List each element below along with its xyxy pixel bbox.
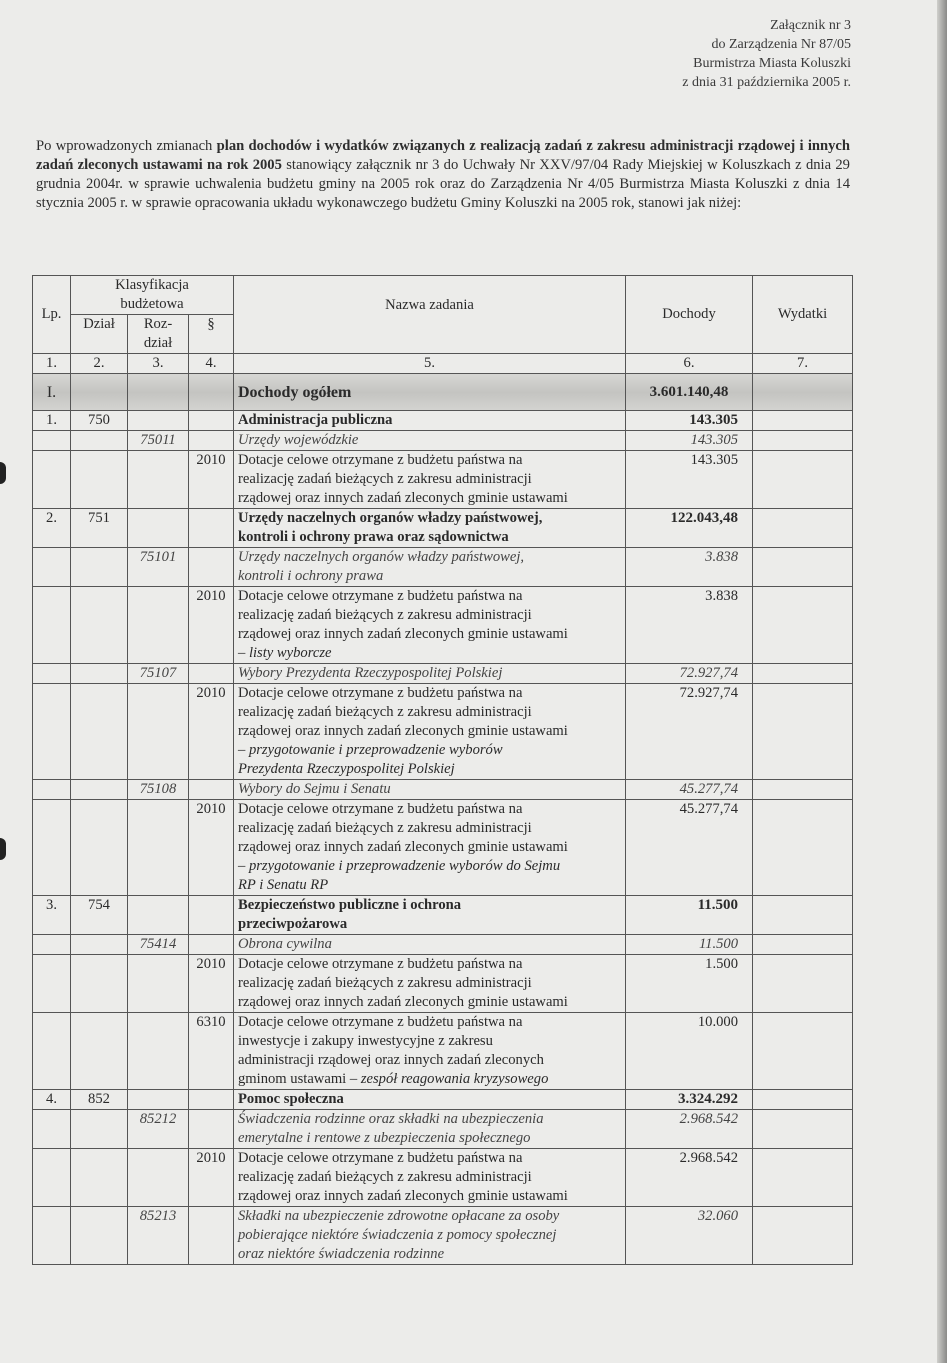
cell-dochody: 143.305 — [626, 451, 753, 509]
cell-lp — [33, 955, 71, 1013]
cell-dzial — [71, 431, 128, 451]
name-text: Obrona cywilna — [238, 936, 332, 952]
name-line — [238, 644, 621, 663]
name-line — [238, 780, 621, 799]
cell-paragraf: 2010 — [189, 451, 234, 509]
name-line — [238, 509, 621, 528]
cell-dochody: 72.927,74 — [626, 664, 753, 684]
cell-nazwa-zadania — [234, 800, 626, 896]
name-text: rządowej oraz innych zadań zleconych gminie ustawami — [238, 1188, 568, 1204]
name-text: Wybory Prezydenta Rzeczypospolitej Polskiej — [238, 665, 503, 681]
name-text: rządowej oraz innych zadań zleconych gminie ustawami — [238, 626, 568, 642]
annex-line: Załącznik nr 3 — [770, 18, 851, 33]
cell-wydatki — [753, 1207, 853, 1265]
total-dochody: 3.601.140,48 — [626, 374, 753, 411]
name-line — [238, 1032, 621, 1051]
cell-lp — [33, 587, 71, 664]
intro-paragraph — [36, 137, 850, 213]
cell-nazwa-zadania — [234, 587, 626, 664]
cell-wydatki — [753, 1013, 853, 1090]
column-number: 4. — [189, 354, 234, 374]
name-line — [238, 722, 621, 741]
cell-lp: 4. — [33, 1090, 71, 1110]
cell-wydatki — [753, 896, 853, 935]
name-line — [238, 896, 621, 915]
table-row-para — [33, 587, 853, 664]
cell-dochody: 122.043,48 — [626, 509, 753, 548]
cell-wydatki — [753, 411, 853, 431]
name-text: Bezpieczeństwo publiczne i ochrona — [238, 897, 462, 913]
name-line — [238, 1070, 621, 1089]
cell-dochody: 10.000 — [626, 1013, 753, 1090]
cell-lp — [33, 780, 71, 800]
cell-paragraf — [189, 548, 234, 587]
name-line — [238, 606, 621, 625]
cell-dzial: 751 — [71, 509, 128, 548]
cell-lp — [33, 935, 71, 955]
cell-paragraf — [189, 1110, 234, 1149]
name-text: realizację zadań bieżących z zakresu administracji — [238, 607, 532, 623]
cell-rozdzial — [128, 411, 189, 431]
cell-nazwa-zadania — [234, 896, 626, 935]
cell-nazwa-zadania — [234, 684, 626, 780]
name-text: Dotacje celowe otrzymane z budżetu państwa na — [238, 685, 523, 701]
cell-paragraf — [189, 780, 234, 800]
cell-dochody: 3.838 — [626, 548, 753, 587]
column-number: 2. — [71, 354, 128, 374]
cell-dzial — [71, 587, 128, 664]
cell-rozdzial — [128, 896, 189, 935]
cell-nazwa-zadania — [234, 1110, 626, 1149]
cell-wydatki — [753, 1090, 853, 1110]
name-line — [238, 587, 621, 606]
name-text: rządowej oraz innych zadań zleconych gminie ustawami — [238, 994, 568, 1010]
table-row-sub — [33, 1110, 853, 1149]
name-text: Urzędy naczelnych organów władzy państwowej, — [238, 549, 525, 565]
cell-wydatki — [753, 587, 853, 664]
cell-paragraf: 6310 — [189, 1013, 234, 1090]
intro-text: stanowiący załącznik nr 3 do Uchwały Nr XXV/97/04 Rady Miejskiej w Koluszkach z dnia 29 grudnia 2004r. w sprawie uchwalenia budżetu gminy na 2005 rok oraz do Zarządzenia Nr 4/05 Burmistrza Miasta Koluszki z dnia 14 stycznia 2005 r. w sprawie opracowania układu wykonawczego budżetu Gminy Koluszki na 2005 rok, stanowi jak niżej: — [36, 157, 850, 211]
cell-rozdzial — [128, 800, 189, 896]
cell-paragraf: 2010 — [189, 684, 234, 780]
cell-lp: 1. — [33, 411, 71, 431]
cell-dzial — [71, 664, 128, 684]
cell-nazwa-zadania — [234, 935, 626, 955]
cell-paragraf: 2010 — [189, 955, 234, 1013]
cell-rozdzial — [128, 684, 189, 780]
cell-nazwa-zadania — [234, 411, 626, 431]
cell-lp — [33, 451, 71, 509]
cell-rozdzial — [128, 955, 189, 1013]
empty-cell — [71, 374, 128, 411]
name-line — [238, 1110, 621, 1129]
cell-wydatki — [753, 548, 853, 587]
annex-header — [682, 16, 851, 92]
name-text: kontroli i ochrony prawa oraz sądownictwa — [238, 529, 509, 545]
cell-dzial: 754 — [71, 896, 128, 935]
name-line — [238, 470, 621, 489]
cell-dzial — [71, 451, 128, 509]
cell-rozdzial: 85213 — [128, 1207, 189, 1265]
cell-dochody: 2.968.542 — [626, 1149, 753, 1207]
name-line — [238, 838, 621, 857]
cell-rozdzial: 75101 — [128, 548, 189, 587]
cell-lp: 2. — [33, 509, 71, 548]
name-line — [238, 664, 621, 683]
name-line — [238, 935, 621, 954]
cell-wydatki — [753, 955, 853, 1013]
name-text: inwestycje i zakupy inwestycyjne z zakresu — [238, 1033, 493, 1049]
cell-dochody: 45.277,74 — [626, 800, 753, 896]
name-line — [238, 741, 621, 760]
cell-paragraf — [189, 1207, 234, 1265]
cell-dochody: 45.277,74 — [626, 780, 753, 800]
name-text-italic: – przygotowanie i przeprowadzenie wyborów do Sejmu — [238, 858, 561, 874]
table-row-sub — [33, 664, 853, 684]
cell-dzial — [71, 1207, 128, 1265]
total-name: Dochody ogółem — [234, 374, 626, 411]
cell-paragraf: 2010 — [189, 800, 234, 896]
cell-paragraf — [189, 411, 234, 431]
name-text: Dotacje celowe otrzymane z budżetu państwa na — [238, 1150, 523, 1166]
cell-rozdzial: 75414 — [128, 935, 189, 955]
name-line — [238, 760, 621, 779]
name-line — [238, 974, 621, 993]
cell-rozdzial: 75107 — [128, 664, 189, 684]
name-text: Wybory do Sejmu i Senatu — [238, 781, 391, 797]
table-row-sub — [33, 1207, 853, 1265]
table-row-para — [33, 451, 853, 509]
name-line — [238, 857, 621, 876]
name-text: kontroli i ochrony prawa — [238, 568, 384, 584]
table-row-para — [33, 1013, 853, 1090]
table-row-sub — [33, 548, 853, 587]
name-line — [238, 800, 621, 819]
name-text: Dotacje celowe otrzymane z budżetu państwa na — [238, 1014, 523, 1030]
cell-paragraf — [189, 935, 234, 955]
name-line — [238, 1013, 621, 1032]
name-text: przeciwpożarowa — [238, 916, 348, 932]
cell-lp — [33, 1207, 71, 1265]
cell-dzial — [71, 800, 128, 896]
name-line — [238, 489, 621, 508]
name-text: administracji rządowej oraz innych zadań zleconych — [238, 1052, 544, 1068]
header-nazwa: Nazwa zadania — [234, 276, 626, 354]
cell-dzial — [71, 780, 128, 800]
name-line — [238, 1168, 621, 1187]
name-line — [238, 567, 621, 586]
name-line — [238, 703, 621, 722]
table-row-sub — [33, 780, 853, 800]
name-text: Dotacje celowe otrzymane z budżetu państwa na — [238, 588, 523, 604]
cell-dochody: 72.927,74 — [626, 684, 753, 780]
name-line — [238, 1149, 621, 1168]
cell-wydatki — [753, 800, 853, 896]
cell-dochody: 32.060 — [626, 1207, 753, 1265]
table-row-sub — [33, 935, 853, 955]
cell-dzial — [71, 684, 128, 780]
table-row-para — [33, 955, 853, 1013]
cell-wydatki — [753, 780, 853, 800]
header-dochody: Dochody — [626, 276, 753, 354]
name-line — [238, 431, 621, 450]
name-text: Dotacje celowe otrzymane z budżetu państwa na — [238, 452, 523, 468]
header-row — [33, 276, 853, 315]
cell-dzial — [71, 955, 128, 1013]
column-number: 6. — [626, 354, 753, 374]
cell-paragraf — [189, 896, 234, 935]
name-line — [238, 1129, 621, 1148]
intro-text: Po wprowadzonych zmianach — [36, 138, 217, 154]
column-number-row — [33, 354, 853, 374]
cell-nazwa-zadania — [234, 780, 626, 800]
cell-paragraf: 2010 — [189, 587, 234, 664]
cell-dochody: 3.324.292 — [626, 1090, 753, 1110]
cell-dzial — [71, 1149, 128, 1207]
binder-hole — [0, 462, 6, 484]
name-text: rządowej oraz innych zadań zleconych gminie ustawami — [238, 490, 568, 506]
cell-dochody: 11.500 — [626, 935, 753, 955]
cell-dzial — [71, 935, 128, 955]
cell-rozdzial — [128, 587, 189, 664]
cell-dzial: 750 — [71, 411, 128, 431]
name-line — [238, 955, 621, 974]
name-line — [238, 528, 621, 547]
annex-line: do Zarządzenia Nr 87/05 — [711, 37, 851, 52]
cell-paragraf: 2010 — [189, 1149, 234, 1207]
name-text: realizację zadań bieżących z zakresu administracji — [238, 820, 532, 836]
cell-lp — [33, 431, 71, 451]
cell-dochody: 2.968.542 — [626, 1110, 753, 1149]
name-line — [238, 993, 621, 1012]
name-line — [238, 684, 621, 703]
name-line — [238, 625, 621, 644]
header-dzial: Dział — [71, 315, 128, 354]
name-text: rządowej oraz innych zadań zleconych gminie ustawami — [238, 839, 568, 855]
cell-nazwa-zadania — [234, 431, 626, 451]
budget-table — [32, 275, 853, 1265]
cell-dzial — [71, 1110, 128, 1149]
scan-edge — [937, 0, 947, 1363]
name-text-italic: Prezydenta Rzeczypospolitej Polskiej — [238, 761, 455, 777]
cell-wydatki — [753, 509, 853, 548]
header-rozdzial: Roz-dział — [128, 315, 189, 354]
name-line — [238, 1187, 621, 1206]
cell-paragraf — [189, 1090, 234, 1110]
table-row-para — [33, 1149, 853, 1207]
name-text: Urzędy naczelnych organów władzy państwowej, — [238, 510, 543, 526]
table-row-section — [33, 1090, 853, 1110]
name-line — [238, 1245, 621, 1264]
table-row-section — [33, 896, 853, 935]
cell-wydatki — [753, 451, 853, 509]
cell-lp — [33, 800, 71, 896]
name-line — [238, 915, 621, 934]
cell-nazwa-zadania — [234, 664, 626, 684]
name-text: Dotacje celowe otrzymane z budżetu państwa na — [238, 956, 523, 972]
name-text: pobierające niektóre świadczenia z pomocy społecznej — [238, 1227, 557, 1243]
cell-rozdzial: 75011 — [128, 431, 189, 451]
header-paragraf: § — [189, 315, 234, 354]
name-text: realizację zadań bieżących z zakresu administracji — [238, 1169, 532, 1185]
name-line — [238, 876, 621, 895]
cell-lp — [33, 1110, 71, 1149]
name-text: Urzędy wojewódzkie — [238, 432, 359, 448]
cell-dochody: 143.305 — [626, 431, 753, 451]
name-text-italic: RP i Senatu RP — [238, 877, 329, 893]
name-line — [238, 548, 621, 567]
empty-cell — [128, 374, 189, 411]
cell-lp — [33, 684, 71, 780]
name-line — [238, 1090, 621, 1109]
name-line — [238, 819, 621, 838]
total-wydatki — [753, 374, 853, 411]
column-number: 3. — [128, 354, 189, 374]
intro-bold-text: plan dochodów i wydatków związanych z realizacją zadań z zakresu administracji rządowej i innych zadań zleconych ustawami na rok 2005 — [36, 138, 850, 173]
name-text-italic: – przygotowanie i przeprowadzenie wyborów — [238, 742, 503, 758]
cell-rozdzial — [128, 1149, 189, 1207]
table-row-para — [33, 800, 853, 896]
cell-lp — [33, 548, 71, 587]
cell-lp — [33, 1013, 71, 1090]
total-lp: I. — [33, 374, 71, 411]
cell-nazwa-zadania — [234, 1090, 626, 1110]
table-row-section — [33, 509, 853, 548]
cell-rozdzial — [128, 509, 189, 548]
binder-hole — [0, 838, 6, 860]
name-text: Dotacje celowe otrzymane z budżetu państwa na — [238, 801, 523, 817]
cell-rozdzial — [128, 1013, 189, 1090]
header-lp: Lp. — [33, 276, 71, 354]
cell-lp — [33, 1149, 71, 1207]
cell-rozdzial — [128, 451, 189, 509]
cell-nazwa-zadania — [234, 1149, 626, 1207]
cell-lp — [33, 664, 71, 684]
name-line — [238, 411, 621, 430]
cell-nazwa-zadania — [234, 451, 626, 509]
name-text: gminom ustawami — [238, 1071, 350, 1087]
total-row — [33, 374, 853, 411]
name-text: emerytalne i rentowe z ubezpieczenia społecznego — [238, 1130, 531, 1146]
name-text: Pomoc społeczna — [238, 1091, 344, 1107]
cell-nazwa-zadania — [234, 548, 626, 587]
table-row-section — [33, 411, 853, 431]
name-text: realizację zadań bieżących z zakresu administracji — [238, 975, 532, 991]
name-line — [238, 1207, 621, 1226]
cell-dochody: 1.500 — [626, 955, 753, 1013]
header-klasyfikacja: Klasyfikacja budżetowa — [71, 276, 234, 315]
column-number: 7. — [753, 354, 853, 374]
name-text-italic: – listy wyborcze — [238, 645, 332, 661]
name-line — [238, 451, 621, 470]
name-text: Świadczenia rodzinne oraz składki na ubezpieczenia — [238, 1111, 544, 1127]
cell-wydatki — [753, 684, 853, 780]
cell-dochody: 3.838 — [626, 587, 753, 664]
cell-dzial — [71, 548, 128, 587]
cell-rozdzial — [128, 1090, 189, 1110]
name-line — [238, 1051, 621, 1070]
name-text: oraz niektóre świadczenia rodzinne — [238, 1246, 445, 1262]
cell-dzial: 852 — [71, 1090, 128, 1110]
cell-nazwa-zadania — [234, 1013, 626, 1090]
cell-nazwa-zadania — [234, 509, 626, 548]
annex-line: Burmistrza Miasta Koluszki — [693, 56, 851, 71]
name-text-italic: – zespół reagowania kryzysowego — [349, 1071, 549, 1087]
cell-rozdzial: 85212 — [128, 1110, 189, 1149]
cell-rozdzial: 75108 — [128, 780, 189, 800]
column-number: 5. — [234, 354, 626, 374]
name-text: Składki na ubezpieczenie zdrowotne opłacane za osoby — [238, 1208, 560, 1224]
cell-dochody: 11.500 — [626, 896, 753, 935]
cell-lp: 3. — [33, 896, 71, 935]
name-line — [238, 1226, 621, 1245]
name-text: realizację zadań bieżących z zakresu administracji — [238, 471, 532, 487]
empty-cell — [189, 374, 234, 411]
cell-wydatki — [753, 664, 853, 684]
cell-wydatki — [753, 431, 853, 451]
cell-dochody: 143.305 — [626, 411, 753, 431]
annex-line: z dnia 31 października 2005 r. — [682, 75, 851, 90]
table-row-para — [33, 684, 853, 780]
cell-paragraf — [189, 509, 234, 548]
cell-paragraf — [189, 664, 234, 684]
cell-wydatki — [753, 1149, 853, 1207]
cell-nazwa-zadania — [234, 1207, 626, 1265]
cell-nazwa-zadania — [234, 955, 626, 1013]
cell-paragraf — [189, 431, 234, 451]
name-text: rządowej oraz innych zadań zleconych gminie ustawami — [238, 723, 568, 739]
name-text: realizację zadań bieżących z zakresu administracji — [238, 704, 532, 720]
column-number: 1. — [33, 354, 71, 374]
header-wydatki: Wydatki — [753, 276, 853, 354]
cell-wydatki — [753, 935, 853, 955]
name-text: Administracja publiczna — [238, 412, 393, 428]
cell-wydatki — [753, 1110, 853, 1149]
cell-dzial — [71, 1013, 128, 1090]
table-row-sub — [33, 431, 853, 451]
